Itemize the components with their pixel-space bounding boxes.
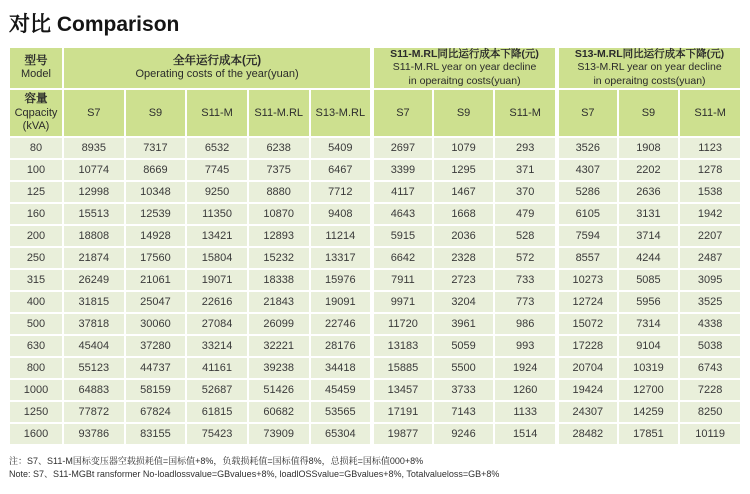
capacity-cell: 80: [10, 138, 62, 158]
capacity-header: [10, 90, 62, 136]
table-row: [10, 204, 740, 224]
footnote-zh: 注：S7、S11-M国标变压器空载损耗值=国标值+8%，负载损耗值=国标值得8%，总损耗=国标值000+8%: [9, 456, 424, 466]
value-cell: 4338: [680, 314, 740, 334]
value-cell: 13183: [372, 336, 432, 356]
col-header-decline1-s9: S9: [434, 90, 494, 136]
value-cell: 61815: [187, 402, 247, 422]
value-cell: 5915: [372, 226, 432, 246]
value-cell: 1260: [495, 380, 555, 400]
value-cell: 77872: [64, 402, 124, 422]
value-cell: 58159: [126, 380, 186, 400]
value-cell: 15513: [64, 204, 124, 224]
model-header-zh: 型号: [24, 54, 48, 67]
value-cell: 37818: [64, 314, 124, 334]
value-cell: 8669: [126, 160, 186, 180]
value-cell: 7375: [249, 160, 309, 180]
value-cell: 3733: [434, 380, 494, 400]
value-cell: 20704: [557, 358, 617, 378]
capacity-cell: 800: [10, 358, 62, 378]
value-cell: 5085: [619, 270, 679, 290]
value-cell: 5409: [311, 138, 371, 158]
value-cell: 9971: [372, 292, 432, 312]
table-row: [10, 424, 740, 444]
value-cell: 45459: [311, 380, 371, 400]
value-cell: 1942: [680, 204, 740, 224]
value-cell: 1295: [434, 160, 494, 180]
value-cell: 2636: [619, 182, 679, 202]
value-cell: 993: [495, 336, 555, 356]
value-cell: 18808: [64, 226, 124, 246]
value-cell: 15232: [249, 248, 309, 268]
value-cell: 21843: [249, 292, 309, 312]
value-cell: 7745: [187, 160, 247, 180]
value-cell: 25047: [126, 292, 186, 312]
value-cell: 19877: [372, 424, 432, 444]
value-cell: 28482: [557, 424, 617, 444]
value-cell: 18338: [249, 270, 309, 290]
value-cell: 773: [495, 292, 555, 312]
value-cell: 1079: [434, 138, 494, 158]
value-cell: 8935: [64, 138, 124, 158]
col-header-s7: S7: [64, 90, 124, 136]
model-header: [10, 48, 62, 88]
value-cell: 1467: [434, 182, 494, 202]
s13-mrl-decline-zh: S13-M.RL同比运行成本下降(元): [574, 48, 725, 61]
value-cell: 21874: [64, 248, 124, 268]
value-cell: 6743: [680, 358, 740, 378]
footnote-en: Note: S7、S11-MGBt ransformer No-loadlossvalue=GBvalues+8%, loadlOSSvalue=GBvalues+8%, Totalvalueloss=GB+8%: [9, 468, 500, 479]
value-cell: 17228: [557, 336, 617, 356]
value-cell: 37280: [126, 336, 186, 356]
table-row: [10, 182, 740, 202]
value-cell: 65304: [311, 424, 371, 444]
value-cell: 30060: [126, 314, 186, 334]
table-row: [10, 292, 740, 312]
value-cell: 12539: [126, 204, 186, 224]
col-header-decline1-s7: S7: [372, 90, 432, 136]
capacity-cell: 1000: [10, 380, 62, 400]
table-header: [10, 48, 740, 136]
value-cell: 1514: [495, 424, 555, 444]
value-cell: 32221: [249, 336, 309, 356]
value-cell: 73909: [249, 424, 309, 444]
value-cell: 733: [495, 270, 555, 290]
value-cell: 60682: [249, 402, 309, 422]
value-cell: 6105: [557, 204, 617, 224]
value-cell: 7314: [619, 314, 679, 334]
value-cell: 2207: [680, 226, 740, 246]
capacity-cell: 1600: [10, 424, 62, 444]
value-cell: 3399: [372, 160, 432, 180]
table-body: [10, 138, 740, 444]
value-cell: 528: [495, 226, 555, 246]
value-cell: 2328: [434, 248, 494, 268]
capacity-header-en: Cqpacity: [14, 106, 58, 119]
capacity-cell: 125: [10, 182, 62, 202]
value-cell: 24307: [557, 402, 617, 422]
value-cell: 15976: [311, 270, 371, 290]
value-cell: 15885: [372, 358, 432, 378]
value-cell: 11350: [187, 204, 247, 224]
value-cell: 7228: [680, 380, 740, 400]
value-cell: 13317: [311, 248, 371, 268]
value-cell: 2697: [372, 138, 432, 158]
value-cell: 64883: [64, 380, 124, 400]
col-header-decline1-s11m: S11-M: [495, 90, 555, 136]
value-cell: 17560: [126, 248, 186, 268]
value-cell: 13457: [372, 380, 432, 400]
value-cell: 14259: [619, 402, 679, 422]
table-row: [10, 358, 740, 378]
value-cell: 10319: [619, 358, 679, 378]
value-cell: 39238: [249, 358, 309, 378]
capacity-cell: 630: [10, 336, 62, 356]
s13-mrl-decline-group-header: [557, 48, 740, 88]
value-cell: 1908: [619, 138, 679, 158]
table-row: [10, 402, 740, 422]
capacity-cell: 500: [10, 314, 62, 334]
table-row: [10, 138, 740, 158]
col-header-decline2-s11m: S11-M: [680, 90, 740, 136]
value-cell: 3526: [557, 138, 617, 158]
value-cell: 12893: [249, 226, 309, 246]
table-row: [10, 380, 740, 400]
value-cell: 17191: [372, 402, 432, 422]
value-cell: 4117: [372, 182, 432, 202]
col-header-s11mrl: S11-M.RL: [249, 90, 309, 136]
value-cell: 67824: [126, 402, 186, 422]
value-cell: 6467: [311, 160, 371, 180]
s11-mrl-decline-en2: in operaitng costs(yuan): [408, 74, 521, 87]
value-cell: 28176: [311, 336, 371, 356]
table-row: [10, 336, 740, 356]
value-cell: 9104: [619, 336, 679, 356]
s13-mrl-decline-en2: in operaitng costs(yuan): [593, 74, 706, 87]
value-cell: 52687: [187, 380, 247, 400]
value-cell: 1668: [434, 204, 494, 224]
footnote: [9, 455, 750, 480]
value-cell: 44737: [126, 358, 186, 378]
value-cell: 2036: [434, 226, 494, 246]
capacity-header-zh: 容量: [24, 92, 48, 105]
value-cell: 2487: [680, 248, 740, 268]
value-cell: 93786: [64, 424, 124, 444]
value-cell: 2723: [434, 270, 494, 290]
value-cell: 572: [495, 248, 555, 268]
page-title: 对比 Comparison: [9, 13, 180, 36]
value-cell: 17851: [619, 424, 679, 444]
value-cell: 15072: [557, 314, 617, 334]
value-cell: 22616: [187, 292, 247, 312]
value-cell: 3204: [434, 292, 494, 312]
value-cell: 3961: [434, 314, 494, 334]
value-cell: 5500: [434, 358, 494, 378]
col-header-s9: S9: [126, 90, 186, 136]
value-cell: 3525: [680, 292, 740, 312]
value-cell: 1123: [680, 138, 740, 158]
value-cell: 5038: [680, 336, 740, 356]
value-cell: 19424: [557, 380, 617, 400]
value-cell: 4244: [619, 248, 679, 268]
col-header-s13mrl: S13-M.RL: [311, 90, 371, 136]
value-cell: 26099: [249, 314, 309, 334]
value-cell: 10119: [680, 424, 740, 444]
value-cell: 2202: [619, 160, 679, 180]
value-cell: 370: [495, 182, 555, 202]
value-cell: 3131: [619, 204, 679, 224]
value-cell: 11214: [311, 226, 371, 246]
value-cell: 45404: [64, 336, 124, 356]
capacity-cell: 100: [10, 160, 62, 180]
value-cell: 34418: [311, 358, 371, 378]
value-cell: 10870: [249, 204, 309, 224]
operating-costs-group-header: [64, 48, 370, 88]
value-cell: 22746: [311, 314, 371, 334]
value-cell: 19071: [187, 270, 247, 290]
value-cell: 7317: [126, 138, 186, 158]
value-cell: 1133: [495, 402, 555, 422]
value-cell: 11720: [372, 314, 432, 334]
value-cell: 12700: [619, 380, 679, 400]
value-cell: 15804: [187, 248, 247, 268]
header-row-groups: [10, 48, 740, 88]
table-row: [10, 248, 740, 268]
value-cell: 4307: [557, 160, 617, 180]
value-cell: 10348: [126, 182, 186, 202]
capacity-cell: 250: [10, 248, 62, 268]
value-cell: 371: [495, 160, 555, 180]
capacity-header-unit: (kVA): [22, 119, 50, 132]
capacity-cell: 160: [10, 204, 62, 224]
value-cell: 12724: [557, 292, 617, 312]
value-cell: 12998: [64, 182, 124, 202]
value-cell: 1538: [680, 182, 740, 202]
value-cell: 1278: [680, 160, 740, 180]
value-cell: 19091: [311, 292, 371, 312]
header-row-columns: [10, 90, 740, 136]
value-cell: 7911: [372, 270, 432, 290]
value-cell: 8557: [557, 248, 617, 268]
operating-costs-zh: 全年运行成本(元): [172, 54, 262, 67]
value-cell: 3714: [619, 226, 679, 246]
value-cell: 7594: [557, 226, 617, 246]
table-row: [10, 226, 740, 246]
value-cell: 13421: [187, 226, 247, 246]
value-cell: 7712: [311, 182, 371, 202]
table-row: [10, 270, 740, 290]
col-header-decline2-s7: S7: [557, 90, 617, 136]
capacity-cell: 200: [10, 226, 62, 246]
value-cell: 9408: [311, 204, 371, 224]
value-cell: 9246: [434, 424, 494, 444]
value-cell: 4643: [372, 204, 432, 224]
value-cell: 6532: [187, 138, 247, 158]
value-cell: 8250: [680, 402, 740, 422]
table-row: [10, 314, 740, 334]
value-cell: 27084: [187, 314, 247, 334]
capacity-cell: 400: [10, 292, 62, 312]
value-cell: 75423: [187, 424, 247, 444]
capacity-cell: 1250: [10, 402, 62, 422]
value-cell: 6238: [249, 138, 309, 158]
value-cell: 21061: [126, 270, 186, 290]
value-cell: 8880: [249, 182, 309, 202]
value-cell: 3095: [680, 270, 740, 290]
comparison-table: [8, 46, 742, 446]
col-header-decline2-s9: S9: [619, 90, 679, 136]
capacity-cell: 315: [10, 270, 62, 290]
value-cell: 41161: [187, 358, 247, 378]
value-cell: 5956: [619, 292, 679, 312]
s13-mrl-decline-en1: S13-M.RL year on year decline: [577, 61, 722, 74]
value-cell: 83155: [126, 424, 186, 444]
value-cell: 26249: [64, 270, 124, 290]
value-cell: 9250: [187, 182, 247, 202]
value-cell: 10774: [64, 160, 124, 180]
value-cell: 33214: [187, 336, 247, 356]
value-cell: 7143: [434, 402, 494, 422]
value-cell: 55123: [64, 358, 124, 378]
value-cell: 51426: [249, 380, 309, 400]
value-cell: 293: [495, 138, 555, 158]
value-cell: 5286: [557, 182, 617, 202]
value-cell: 14928: [126, 226, 186, 246]
value-cell: 53565: [311, 402, 371, 422]
value-cell: 986: [495, 314, 555, 334]
value-cell: 6642: [372, 248, 432, 268]
model-header-en: Model: [21, 68, 51, 81]
col-header-s11m: S11-M: [187, 90, 247, 136]
s11-mrl-decline-en1: S11-M.RL year on year decline: [392, 61, 537, 74]
table-row: [10, 160, 740, 180]
value-cell: 479: [495, 204, 555, 224]
value-cell: 5059: [434, 336, 494, 356]
operating-costs-en: Operating costs of the year(yuan): [135, 68, 299, 81]
value-cell: 31815: [64, 292, 124, 312]
s11-mrl-decline-group-header: [372, 48, 555, 88]
s11-mrl-decline-zh: S11-M.RL同比运行成本下降(元): [390, 48, 539, 61]
value-cell: 10273: [557, 270, 617, 290]
value-cell: 1924: [495, 358, 555, 378]
